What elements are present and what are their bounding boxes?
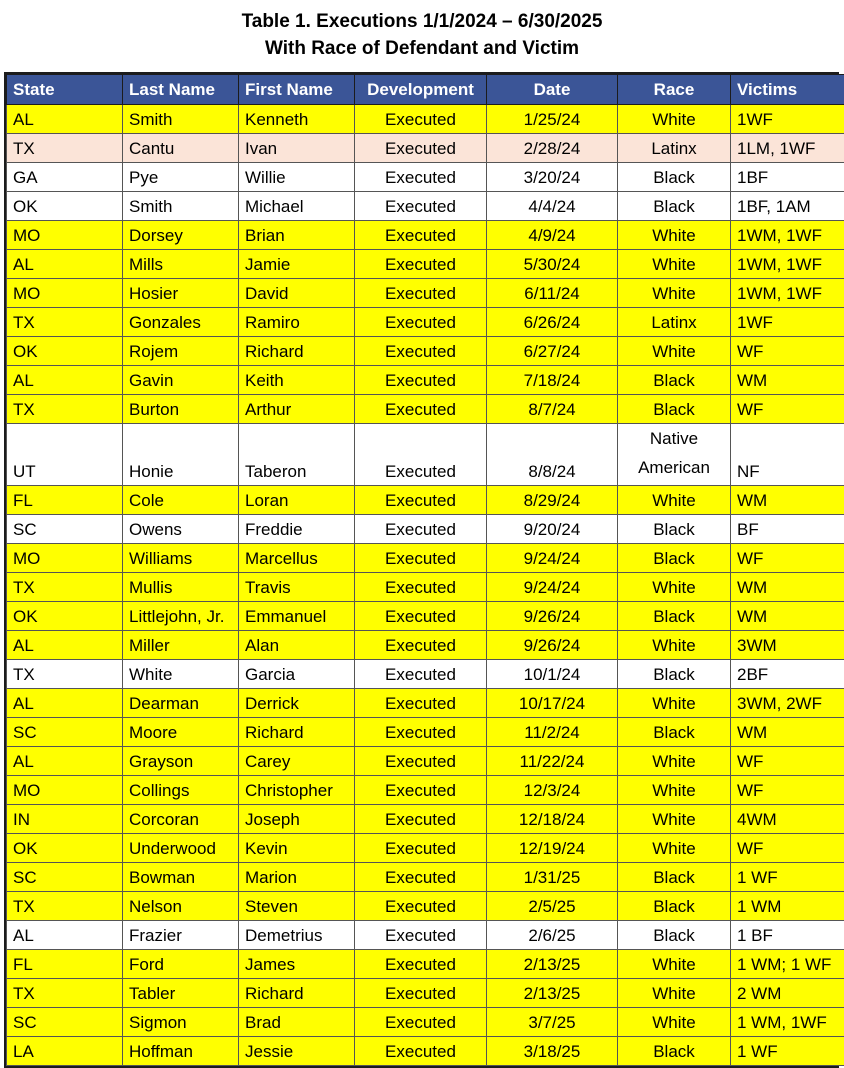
cell-race: White	[618, 834, 731, 863]
cell-last-name: Hoffman	[123, 1037, 239, 1066]
cell-last-name: Mills	[123, 250, 239, 279]
cell-state: OK	[7, 337, 123, 366]
cell-development: Executed	[355, 1008, 487, 1037]
cell-race: White	[618, 979, 731, 1008]
cell-last-name: Mullis	[123, 573, 239, 602]
cell-last-name: Frazier	[123, 921, 239, 950]
cell-state: OK	[7, 602, 123, 631]
table-row	[7, 863, 844, 892]
cell-development: Executed	[355, 515, 487, 544]
cell-first-name: Christopher	[239, 776, 355, 805]
cell-victims: 1WM, 1WF	[731, 221, 844, 250]
table-row	[7, 921, 844, 950]
cell-last-name: Hosier	[123, 279, 239, 308]
cell-date: 6/26/24	[487, 308, 618, 337]
header-date: Date	[487, 75, 618, 105]
cell-first-name: Ivan	[239, 134, 355, 163]
cell-victims: 2BF	[731, 660, 844, 689]
cell-state: SC	[7, 1008, 123, 1037]
cell-last-name: Underwood	[123, 834, 239, 863]
title-line-1: Table 1. Executions 1/1/2024 – 6/30/2025	[241, 11, 603, 32]
cell-state: AL	[7, 105, 123, 134]
table-row	[7, 163, 844, 192]
cell-race: Black	[618, 921, 731, 950]
cell-last-name: Nelson	[123, 892, 239, 921]
cell-victims: 1WF	[731, 105, 844, 134]
table-row	[7, 776, 844, 805]
cell-last-name: White	[123, 660, 239, 689]
cell-date: 2/28/24	[487, 134, 618, 163]
cell-date: 6/11/24	[487, 279, 618, 308]
cell-date: 9/24/24	[487, 544, 618, 573]
cell-last-name: Ford	[123, 950, 239, 979]
cell-date: 1/31/25	[487, 863, 618, 892]
cell-date: 9/26/24	[487, 631, 618, 660]
cell-race: White	[618, 950, 731, 979]
cell-first-name: Taberon	[239, 424, 355, 486]
cell-last-name: Pye	[123, 163, 239, 192]
cell-race: Black	[618, 192, 731, 221]
cell-development: Executed	[355, 892, 487, 921]
cell-last-name: Rojem	[123, 337, 239, 366]
cell-race: White	[618, 105, 731, 134]
cell-first-name: Michael	[239, 192, 355, 221]
cell-victims: 1WM, 1WF	[731, 279, 844, 308]
table-row	[7, 805, 844, 834]
cell-development: Executed	[355, 163, 487, 192]
cell-victims: WM	[731, 486, 844, 515]
table-row	[7, 366, 844, 395]
cell-last-name: Sigmon	[123, 1008, 239, 1037]
cell-first-name: Derrick	[239, 689, 355, 718]
cell-last-name: Tabler	[123, 979, 239, 1008]
table-row	[7, 631, 844, 660]
cell-development: Executed	[355, 950, 487, 979]
cell-victims: 1 WF	[731, 1037, 844, 1066]
cell-race: Black	[618, 863, 731, 892]
cell-last-name: Gavin	[123, 366, 239, 395]
cell-date: 8/29/24	[487, 486, 618, 515]
cell-date: 6/27/24	[487, 337, 618, 366]
cell-race: Black	[618, 718, 731, 747]
cell-state: MO	[7, 776, 123, 805]
cell-date: 10/17/24	[487, 689, 618, 718]
cell-state: TX	[7, 573, 123, 602]
cell-date: 3/18/25	[487, 1037, 618, 1066]
cell-development: Executed	[355, 279, 487, 308]
table-row	[7, 544, 844, 573]
cell-victims: WF	[731, 337, 844, 366]
cell-date: 12/3/24	[487, 776, 618, 805]
cell-first-name: Carey	[239, 747, 355, 776]
cell-state: TX	[7, 395, 123, 424]
cell-development: Executed	[355, 631, 487, 660]
cell-date: 2/13/25	[487, 950, 618, 979]
table-row	[7, 950, 844, 979]
cell-victims: 1WM, 1WF	[731, 250, 844, 279]
cell-race: Latinx	[618, 134, 731, 163]
table-row	[7, 250, 844, 279]
table-row	[7, 221, 844, 250]
cell-race: Black	[618, 395, 731, 424]
cell-date: 7/18/24	[487, 366, 618, 395]
cell-victims: 1 WM; 1 WF	[731, 950, 844, 979]
cell-date: 11/22/24	[487, 747, 618, 776]
cell-victims: WF	[731, 776, 844, 805]
cell-state: LA	[7, 1037, 123, 1066]
header-victims: Victims	[731, 75, 844, 105]
cell-development: Executed	[355, 660, 487, 689]
cell-race: Latinx	[618, 308, 731, 337]
cell-race: White	[618, 805, 731, 834]
cell-victims: WF	[731, 544, 844, 573]
cell-first-name: Brad	[239, 1008, 355, 1037]
cell-development: Executed	[355, 308, 487, 337]
table-row	[7, 892, 844, 921]
cell-development: Executed	[355, 134, 487, 163]
cell-race: White	[618, 337, 731, 366]
cell-date: 8/8/24	[487, 424, 618, 486]
cell-development: Executed	[355, 221, 487, 250]
cell-race: Black	[618, 515, 731, 544]
cell-last-name: Dearman	[123, 689, 239, 718]
cell-development: Executed	[355, 979, 487, 1008]
cell-last-name: Cole	[123, 486, 239, 515]
cell-date: 9/24/24	[487, 573, 618, 602]
cell-first-name: David	[239, 279, 355, 308]
cell-state: TX	[7, 134, 123, 163]
cell-victims: 2 WM	[731, 979, 844, 1008]
table-row	[7, 979, 844, 1008]
cell-first-name: Brian	[239, 221, 355, 250]
cell-last-name: Collings	[123, 776, 239, 805]
cell-victims: 3WM, 2WF	[731, 689, 844, 718]
cell-state: TX	[7, 660, 123, 689]
cell-race: White	[618, 279, 731, 308]
cell-last-name: Honie	[123, 424, 239, 486]
cell-date: 12/19/24	[487, 834, 618, 863]
cell-development: Executed	[355, 863, 487, 892]
cell-date: 4/9/24	[487, 221, 618, 250]
cell-first-name: Garcia	[239, 660, 355, 689]
cell-date: 4/4/24	[487, 192, 618, 221]
cell-development: Executed	[355, 689, 487, 718]
table-row	[7, 718, 844, 747]
cell-state: SC	[7, 863, 123, 892]
cell-state: FL	[7, 950, 123, 979]
cell-victims: 1 WM, 1WF	[731, 1008, 844, 1037]
cell-state: OK	[7, 834, 123, 863]
table-row	[7, 602, 844, 631]
cell-victims: 1 BF	[731, 921, 844, 950]
table-row	[7, 337, 844, 366]
cell-race: White	[618, 689, 731, 718]
cell-state: TX	[7, 892, 123, 921]
cell-development: Executed	[355, 395, 487, 424]
cell-victims: BF	[731, 515, 844, 544]
table-row	[7, 573, 844, 602]
cell-development: Executed	[355, 602, 487, 631]
cell-development: Executed	[355, 250, 487, 279]
cell-last-name: Smith	[123, 192, 239, 221]
title-line-2: With Race of Defendant and Victim	[264, 38, 580, 59]
table-row	[7, 424, 844, 486]
cell-development: Executed	[355, 921, 487, 950]
cell-victims: 1 WM	[731, 892, 844, 921]
cell-development: Executed	[355, 424, 487, 486]
table-row	[7, 486, 844, 515]
header-race: Race	[618, 75, 731, 105]
cell-first-name: Kevin	[239, 834, 355, 863]
cell-last-name: Grayson	[123, 747, 239, 776]
cell-date: 3/20/24	[487, 163, 618, 192]
cell-race: White	[618, 776, 731, 805]
cell-first-name: Freddie	[239, 515, 355, 544]
cell-victims: 4WM	[731, 805, 844, 834]
cell-state: SC	[7, 515, 123, 544]
table-title	[0, 8, 844, 62]
cell-race: White	[618, 486, 731, 515]
cell-race: Black	[618, 602, 731, 631]
header-row	[7, 75, 844, 105]
cell-last-name: Williams	[123, 544, 239, 573]
cell-victims: WF	[731, 834, 844, 863]
cell-state: UT	[7, 424, 123, 486]
cell-race: White	[618, 631, 731, 660]
cell-victims: WF	[731, 747, 844, 776]
cell-date: 8/7/24	[487, 395, 618, 424]
cell-first-name: Richard	[239, 718, 355, 747]
cell-date: 1/25/24	[487, 105, 618, 134]
cell-date: 9/26/24	[487, 602, 618, 631]
cell-victims: 3WM	[731, 631, 844, 660]
cell-state: MO	[7, 221, 123, 250]
cell-race: White	[618, 747, 731, 776]
table-row	[7, 279, 844, 308]
cell-development: Executed	[355, 544, 487, 573]
cell-race: White	[618, 573, 731, 602]
cell-first-name: Jamie	[239, 250, 355, 279]
cell-development: Executed	[355, 1037, 487, 1066]
cell-race: Black	[618, 892, 731, 921]
cell-race: White	[618, 250, 731, 279]
cell-last-name: Gonzales	[123, 308, 239, 337]
cell-victims: 1BF, 1AM	[731, 192, 844, 221]
cell-first-name: James	[239, 950, 355, 979]
cell-race: Black	[618, 163, 731, 192]
cell-date: 11/2/24	[487, 718, 618, 747]
cell-race: Native American	[618, 424, 731, 486]
cell-development: Executed	[355, 573, 487, 602]
table-row	[7, 308, 844, 337]
table-row	[7, 660, 844, 689]
cell-first-name: Loran	[239, 486, 355, 515]
cell-date: 2/5/25	[487, 892, 618, 921]
table-row	[7, 1037, 844, 1066]
cell-state: AL	[7, 747, 123, 776]
cell-first-name: Jessie	[239, 1037, 355, 1066]
executions-table	[6, 74, 844, 1066]
executions-table-container	[4, 72, 839, 1068]
cell-victims: WM	[731, 573, 844, 602]
cell-first-name: Kenneth	[239, 105, 355, 134]
cell-first-name: Alan	[239, 631, 355, 660]
cell-victims: WM	[731, 602, 844, 631]
cell-date: 10/1/24	[487, 660, 618, 689]
cell-first-name: Ramiro	[239, 308, 355, 337]
cell-development: Executed	[355, 776, 487, 805]
cell-last-name: Moore	[123, 718, 239, 747]
cell-first-name: Travis	[239, 573, 355, 602]
cell-development: Executed	[355, 366, 487, 395]
cell-state: AL	[7, 366, 123, 395]
cell-date: 12/18/24	[487, 805, 618, 834]
cell-race: Black	[618, 544, 731, 573]
cell-last-name: Littlejohn, Jr.	[123, 602, 239, 631]
cell-first-name: Marcellus	[239, 544, 355, 573]
table-row	[7, 834, 844, 863]
cell-last-name: Dorsey	[123, 221, 239, 250]
cell-last-name: Burton	[123, 395, 239, 424]
cell-state: FL	[7, 486, 123, 515]
cell-last-name: Cantu	[123, 134, 239, 163]
cell-race: Black	[618, 366, 731, 395]
cell-race: Black	[618, 660, 731, 689]
cell-victims: 1 WF	[731, 863, 844, 892]
cell-last-name: Owens	[123, 515, 239, 544]
cell-state: SC	[7, 718, 123, 747]
cell-state: TX	[7, 979, 123, 1008]
header-development: Development	[355, 75, 487, 105]
cell-state: TX	[7, 308, 123, 337]
table-row	[7, 105, 844, 134]
cell-development: Executed	[355, 747, 487, 776]
cell-development: Executed	[355, 486, 487, 515]
cell-first-name: Steven	[239, 892, 355, 921]
table-body	[7, 105, 844, 1066]
header-first-name: First Name	[239, 75, 355, 105]
cell-race: Black	[618, 1037, 731, 1066]
cell-date: 9/20/24	[487, 515, 618, 544]
cell-development: Executed	[355, 192, 487, 221]
cell-last-name: Miller	[123, 631, 239, 660]
cell-date: 2/6/25	[487, 921, 618, 950]
cell-development: Executed	[355, 805, 487, 834]
cell-victims: NF	[731, 424, 844, 486]
cell-first-name: Richard	[239, 337, 355, 366]
cell-state: GA	[7, 163, 123, 192]
cell-last-name: Smith	[123, 105, 239, 134]
cell-first-name: Arthur	[239, 395, 355, 424]
cell-victims: 1LM, 1WF	[731, 134, 844, 163]
cell-development: Executed	[355, 834, 487, 863]
cell-state: MO	[7, 544, 123, 573]
cell-first-name: Richard	[239, 979, 355, 1008]
cell-development: Executed	[355, 105, 487, 134]
cell-date: 2/13/25	[487, 979, 618, 1008]
cell-state: AL	[7, 631, 123, 660]
cell-development: Executed	[355, 718, 487, 747]
cell-victims: WF	[731, 395, 844, 424]
table-row	[7, 747, 844, 776]
table-row	[7, 192, 844, 221]
cell-state: OK	[7, 192, 123, 221]
cell-date: 5/30/24	[487, 250, 618, 279]
cell-state: AL	[7, 250, 123, 279]
cell-first-name: Emmanuel	[239, 602, 355, 631]
table-row	[7, 689, 844, 718]
table-row	[7, 515, 844, 544]
cell-state: MO	[7, 279, 123, 308]
cell-race: White	[618, 1008, 731, 1037]
cell-development: Executed	[355, 337, 487, 366]
cell-state: AL	[7, 689, 123, 718]
cell-last-name: Corcoran	[123, 805, 239, 834]
table-row	[7, 1008, 844, 1037]
cell-last-name: Bowman	[123, 863, 239, 892]
cell-first-name: Joseph	[239, 805, 355, 834]
table-row	[7, 395, 844, 424]
cell-race: White	[618, 221, 731, 250]
cell-date: 3/7/25	[487, 1008, 618, 1037]
cell-victims: 1BF	[731, 163, 844, 192]
cell-victims: WM	[731, 366, 844, 395]
cell-first-name: Demetrius	[239, 921, 355, 950]
cell-first-name: Willie	[239, 163, 355, 192]
header-state: State	[7, 75, 123, 105]
header-last-name: Last Name	[123, 75, 239, 105]
cell-first-name: Keith	[239, 366, 355, 395]
cell-first-name: Marion	[239, 863, 355, 892]
table-row	[7, 134, 844, 163]
cell-state: IN	[7, 805, 123, 834]
cell-victims: WM	[731, 718, 844, 747]
cell-state: AL	[7, 921, 123, 950]
cell-victims: 1WF	[731, 308, 844, 337]
